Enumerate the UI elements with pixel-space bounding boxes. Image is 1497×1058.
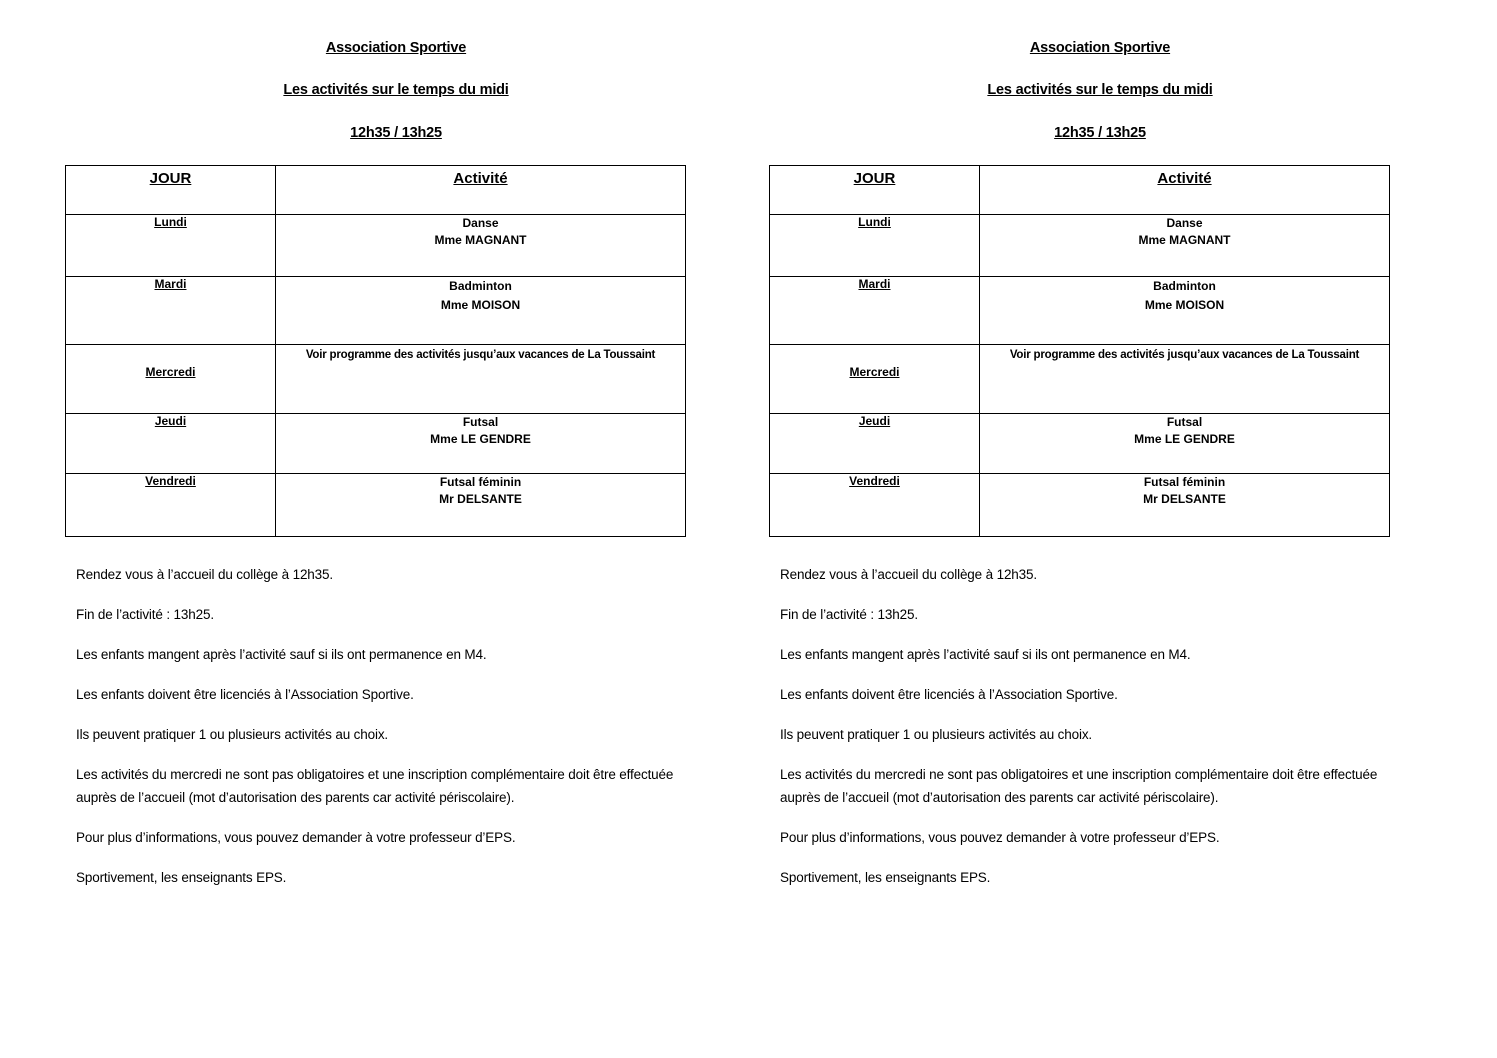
- doc-subtitle: Les activités sur le temps du midi: [987, 82, 1213, 98]
- day-cell: Jeudi: [770, 414, 980, 474]
- day-cell: Lundi: [770, 215, 980, 277]
- table-header-row: [770, 166, 1390, 215]
- header-day: JOUR: [770, 166, 980, 215]
- day-cell: Mercredi: [66, 345, 276, 414]
- activity-cell: Futsal féminin Mr DELSANTE: [980, 474, 1390, 537]
- table-row: [66, 474, 686, 537]
- note-paragraph: Sportivement, les enseignants EPS.: [76, 870, 287, 885]
- note-paragraph: Ils peuvent pratiquer 1 ou plusieurs activités au choix.: [76, 727, 389, 742]
- table-row: [770, 215, 1390, 277]
- note-paragraph: Rendez vous à l’accueil du collège à 12h35.: [76, 567, 333, 582]
- note-paragraph: Les enfants doivent être licenciés à l’Association Sportive.: [76, 687, 414, 702]
- note-paragraph: Ils peuvent pratiquer 1 ou plusieurs activités au choix.: [780, 727, 1093, 742]
- table-row: [770, 345, 1390, 414]
- activity-cell: Badminton Mme MOISON: [980, 277, 1390, 345]
- day-cell: Vendredi: [66, 474, 276, 537]
- table-row: [66, 345, 686, 414]
- activity-cell: Voir programme des activités jusqu’aux vacances de La Toussaint: [276, 345, 686, 414]
- table-row: [770, 474, 1390, 537]
- note-paragraph: Rendez vous à l’accueil du collège à 12h35.: [780, 567, 1037, 582]
- note-paragraph: Fin de l’activité : 13h25.: [76, 607, 214, 622]
- table-row: [770, 277, 1390, 345]
- note-paragraph: Sportivement, les enseignants EPS.: [780, 870, 991, 885]
- doc-subtitle: Les activités sur le temps du midi: [283, 82, 509, 98]
- note-paragraph: Fin de l’activité : 13h25.: [780, 607, 918, 622]
- day-cell: Jeudi: [66, 414, 276, 474]
- table-header-row: [66, 166, 686, 215]
- note-paragraph: Pour plus d’informations, vous pouvez demander à votre professeur d’EPS.: [76, 830, 516, 845]
- header-activity: Activité: [980, 166, 1390, 215]
- note-paragraph: Les activités du mercredi ne sont pas obligatoires et une inscription complémentaire doit être effectuée auprès de l’accueil (mot d’autorisation des parents car activité périscolaire).: [780, 767, 1378, 805]
- doc-title: Association Sportive: [1029, 40, 1171, 56]
- activity-cell: Futsal Mme LE GENDRE: [980, 414, 1390, 474]
- activity-cell: Danse Mme MAGNANT: [276, 215, 686, 277]
- header-day: JOUR: [66, 166, 276, 215]
- day-cell: Mardi: [770, 277, 980, 345]
- table-row: [66, 277, 686, 345]
- note-paragraph: Pour plus d’informations, vous pouvez demander à votre professeur d’EPS.: [780, 830, 1220, 845]
- doc-time: 12h35 / 13h25: [1054, 125, 1146, 141]
- doc-title: Association Sportive: [325, 40, 467, 56]
- note-paragraph: Les enfants mangent après l’activité sauf si ils ont permanence en M4.: [76, 647, 487, 662]
- note-paragraph: Les enfants mangent après l’activité sauf si ils ont permanence en M4.: [780, 647, 1191, 662]
- day-cell: Lundi: [66, 215, 276, 277]
- activity-cell: Voir programme des activités jusqu’aux vacances de La Toussaint: [980, 345, 1390, 414]
- header-activity: Activité: [276, 166, 686, 215]
- table-row: [66, 414, 686, 474]
- schedule-table: [769, 165, 1390, 537]
- activity-cell: Futsal Mme LE GENDRE: [276, 414, 686, 474]
- table-row: [66, 215, 686, 277]
- day-cell: Vendredi: [770, 474, 980, 537]
- activity-cell: Danse Mme MAGNANT: [980, 215, 1390, 277]
- note-paragraph: Les activités du mercredi ne sont pas obligatoires et une inscription complémentaire doit être effectuée auprès de l’accueil (mot d’autorisation des parents car activité périscolaire).: [76, 767, 674, 805]
- activity-cell: Futsal féminin Mr DELSANTE: [276, 474, 686, 537]
- doc-time: 12h35 / 13h25: [350, 125, 442, 141]
- table-row: [770, 414, 1390, 474]
- note-paragraph: Les enfants doivent être licenciés à l’Association Sportive.: [780, 687, 1118, 702]
- activity-cell: Badminton Mme MOISON: [276, 277, 686, 345]
- day-cell: Mardi: [66, 277, 276, 345]
- schedule-table: [65, 165, 686, 537]
- day-cell: Mercredi: [770, 345, 980, 414]
